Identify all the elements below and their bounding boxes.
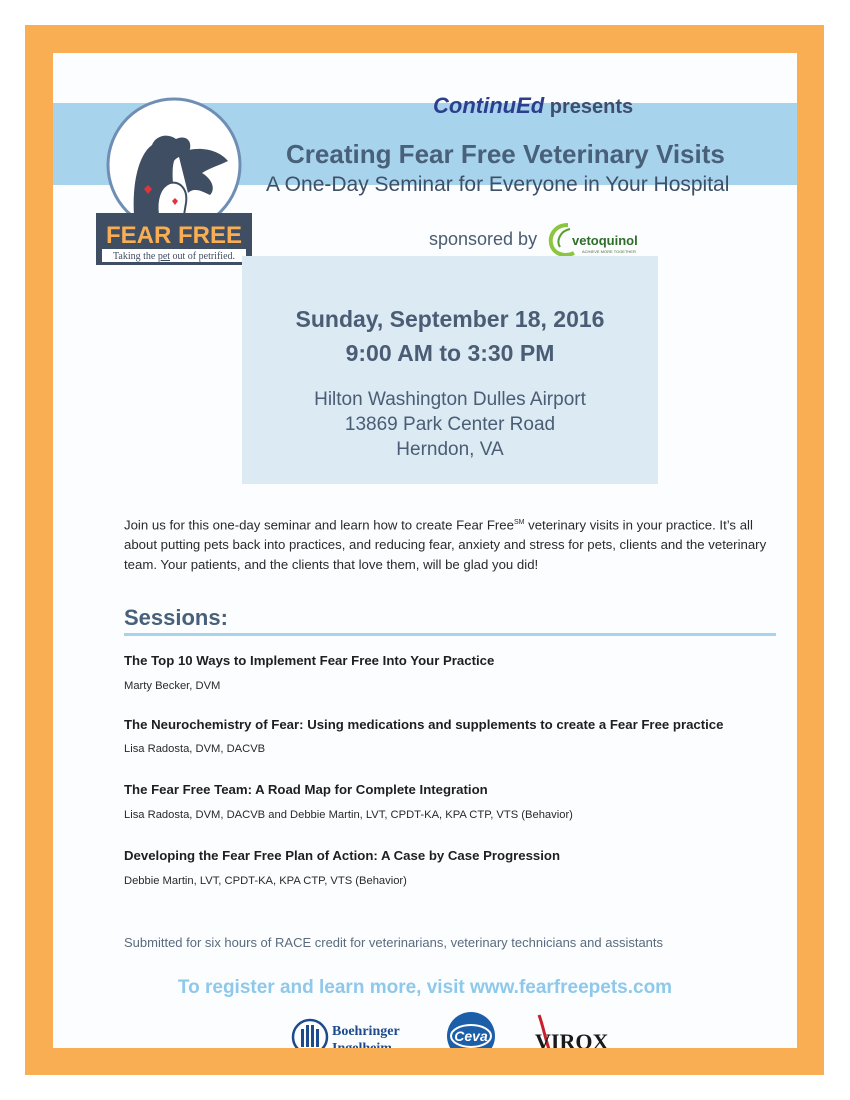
vetoquinol-tagline: ACHIEVE MORE TOGETHER: [582, 249, 636, 254]
session-title: The Neurochemistry of Fear: Using medications and supplements to create a Fear Free practice: [124, 717, 724, 732]
register-call-to-action: To register and learn more, visit www.fearfreepets.com: [177, 977, 673, 998]
event-address: 13869 Park Center Road: [344, 414, 556, 435]
event-city: Herndon, VA: [396, 439, 504, 460]
vetoquinol-logo: [548, 219, 648, 259]
ceva-logo: [446, 1011, 496, 1048]
flyer: [53, 53, 797, 1061]
page-frame: [25, 25, 824, 1075]
event-venue: Hilton Washington Dulles Airport: [314, 389, 586, 410]
event-date: Sunday, September 18, 2016: [295, 306, 605, 332]
continued-logo: ContinuEd: [433, 93, 545, 118]
event-title: Creating Fear Free Veterinary Visits: [286, 139, 725, 169]
service-mark: SM: [513, 519, 525, 526]
sponsored-by-text: sponsored by: [429, 229, 538, 249]
session-speaker: Marty Becker, DVM: [124, 680, 221, 692]
session-speaker: Lisa Radosta, DVM, DACVB and Debbie Martin, LVT, CPDT-KA, KPA CTP, VTS (Behavior): [124, 809, 573, 821]
sessions-heading: Sessions:: [124, 605, 228, 630]
presenter-line: [433, 93, 633, 119]
sessions-divider: [124, 633, 776, 636]
fear-free-wordmark: FEAR FREE: [105, 222, 243, 249]
session-title: The Top 10 Ways to Implement Fear Free Into Your Practice: [124, 653, 495, 668]
intro-text: Join us for this one-day seminar and learn how to create Fear Free: [124, 517, 514, 533]
fear-free-logo: [94, 95, 254, 271]
boehringer-wordmark: Boehringer: [332, 1024, 400, 1039]
race-credit-note: Submitted for six hours of RACE credit for veterinarians, veterinary technicians and assistants: [124, 935, 664, 950]
event-details-box: [242, 256, 658, 484]
vetoquinol-wordmark: vetoquinol: [572, 233, 638, 248]
event-subtitle: A One-Day Seminar for Everyone in Your Hospital: [266, 173, 730, 196]
session-title: The Fear Free Team: A Road Map for Complete Integration: [124, 782, 488, 797]
intro-paragraph: [124, 513, 784, 575]
session-title: Developing the Fear Free Plan of Action: A Case by Case Progression: [124, 848, 561, 863]
session-speaker: Debbie Martin, LVT, CPDT-KA, KPA CTP, VTS (Behavior): [124, 875, 407, 887]
virox-logo: VIROX ANIMAL HEALTH: [529, 1011, 613, 1048]
session-speaker: Lisa Radosta, DVM, DACVB: [124, 743, 266, 755]
boehringer-ingelheim-logo: [290, 1015, 414, 1056]
presents-word: presents: [549, 96, 634, 118]
event-time: 9:00 AM to 3:30 PM: [345, 340, 555, 366]
ceva-wordmark: Ceva: [454, 1028, 488, 1044]
fear-free-tagline: Taking the pet out of petrified.: [112, 251, 236, 262]
ingelheim-wordmark: Ingelheim: [332, 1041, 392, 1056]
virox-wordmark: VIROX: [535, 1029, 609, 1054]
intro-text-continued: veterinary visits in your practice. It’s all about putting pets back into practices, and reducing fear, anxiety and stress for pets, clients and the veterinary team. Your patients, and the clients that love them, will be glad you did!: [124, 517, 767, 573]
